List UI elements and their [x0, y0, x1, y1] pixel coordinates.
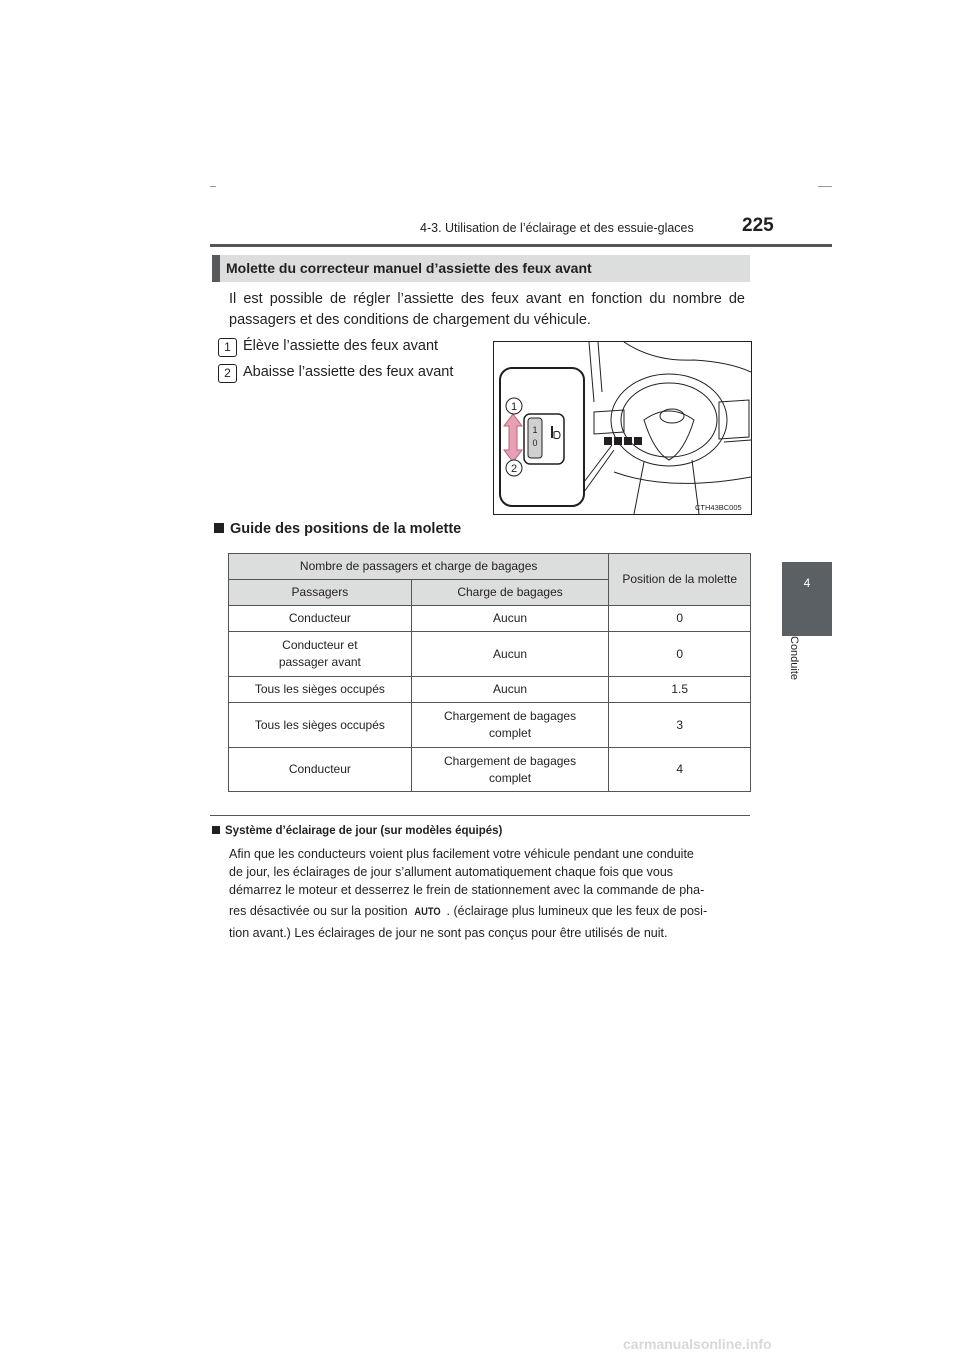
table-row [229, 606, 751, 632]
table-header-group: Nombre de passagers et charge de bagages [229, 554, 609, 580]
table-row [229, 748, 751, 792]
step-1-text: Élève l’assiette des feux avant [243, 338, 439, 354]
step-2-number: 2 [218, 364, 237, 383]
table-header-luggage: Charge de bagages [411, 580, 609, 606]
table-header-passengers: Passagers [229, 580, 412, 606]
square-bullet-icon [212, 826, 220, 834]
page-number: 225 [742, 215, 774, 236]
crop-mark-left [210, 186, 216, 187]
callout-1: 1 [510, 401, 518, 413]
figure-code: CTH43BC005 [695, 503, 742, 512]
cell-position: 0 [609, 606, 751, 632]
cell-position: 4 [609, 748, 751, 792]
auto-position-icon: AUTO [413, 906, 441, 918]
cell-luggage: Aucun [411, 632, 609, 677]
position-guide-table [228, 553, 751, 792]
note-line-part: . (éclairage plus lumineux que les feux de posi- [446, 904, 708, 918]
header-rule [210, 244, 832, 247]
watermark: carmanualsonline.info [623, 1336, 772, 1352]
cell-position: 1.5 [609, 677, 751, 703]
step-1-number: 1 [218, 338, 237, 357]
crop-mark-right [818, 186, 832, 187]
cell-passengers: Conducteur et passager avant [229, 632, 412, 677]
chapter-label [786, 636, 810, 696]
cell-passengers: Conducteur [229, 748, 412, 792]
guide-heading [214, 521, 461, 537]
note-line: tion avant.) Les éclairages de jour ne sont pas conçus pour être utilisés de nuit. [229, 926, 668, 940]
header-section-title: 4-3. Utilisation de l’éclairage et des essuie-glaces [420, 221, 694, 235]
chapter-label-text: Conduite [788, 636, 800, 681]
cell-luggage: Aucun [411, 606, 609, 632]
note-heading [212, 825, 502, 837]
table-row [229, 703, 751, 748]
cell-position: 3 [609, 703, 751, 748]
note-heading-text: Système d’éclairage de jour (sur modèles équipés) [225, 825, 503, 837]
step-2-text: Abaisse l’assiette des feux avant [243, 364, 454, 380]
table-row [229, 632, 751, 677]
chapter-tab: 4 [782, 562, 832, 636]
table-header-position: Position de la molette [609, 554, 751, 606]
note-line: de jour, les éclairages de jour s’allument automatiquement chaque fois que vous [229, 865, 674, 879]
intro-paragraph: Il est possible de régler l’assiette des feux avant en fonction du nombre de passagers et des conditions de chargement du véhicule. [229, 291, 745, 328]
note-line: Afin que les conducteurs voient plus facilement votre véhicule pendant une conduite [229, 847, 694, 861]
section-title: Molette du correcteur manuel d’assiette des feux avant [226, 260, 592, 276]
cell-luggage: Aucun [411, 677, 609, 703]
cell-luggage: Chargement de bagages complet [411, 703, 609, 748]
dial-mark-1: 1 [532, 425, 538, 435]
note-line: démarrez le moteur et desserrez le frein de stationnement avec la commande de pha- [229, 883, 705, 897]
table-row [229, 677, 751, 703]
dial-mark-0: 0 [532, 438, 538, 448]
note-line-part: res désactivée ou sur la position [229, 904, 408, 918]
cell-position: 0 [609, 632, 751, 677]
note-paragraph [229, 845, 745, 942]
section-heading-bar [212, 255, 750, 282]
note-line [229, 902, 745, 921]
square-bullet-icon [214, 523, 224, 533]
section-marker [212, 255, 220, 282]
cell-passengers: Conducteur [229, 606, 412, 632]
cell-passengers: Tous les sièges occupés [229, 703, 412, 748]
headlight-leveling-figure [493, 341, 752, 515]
cell-luggage: Chargement de bagages complet [411, 748, 609, 792]
dashboard-illustration [494, 342, 751, 514]
note-divider [210, 815, 750, 816]
guide-heading-text: Guide des positions de la molette [230, 521, 462, 537]
cell-passengers: Tous les sièges occupés [229, 677, 412, 703]
callout-2: 2 [510, 463, 518, 475]
